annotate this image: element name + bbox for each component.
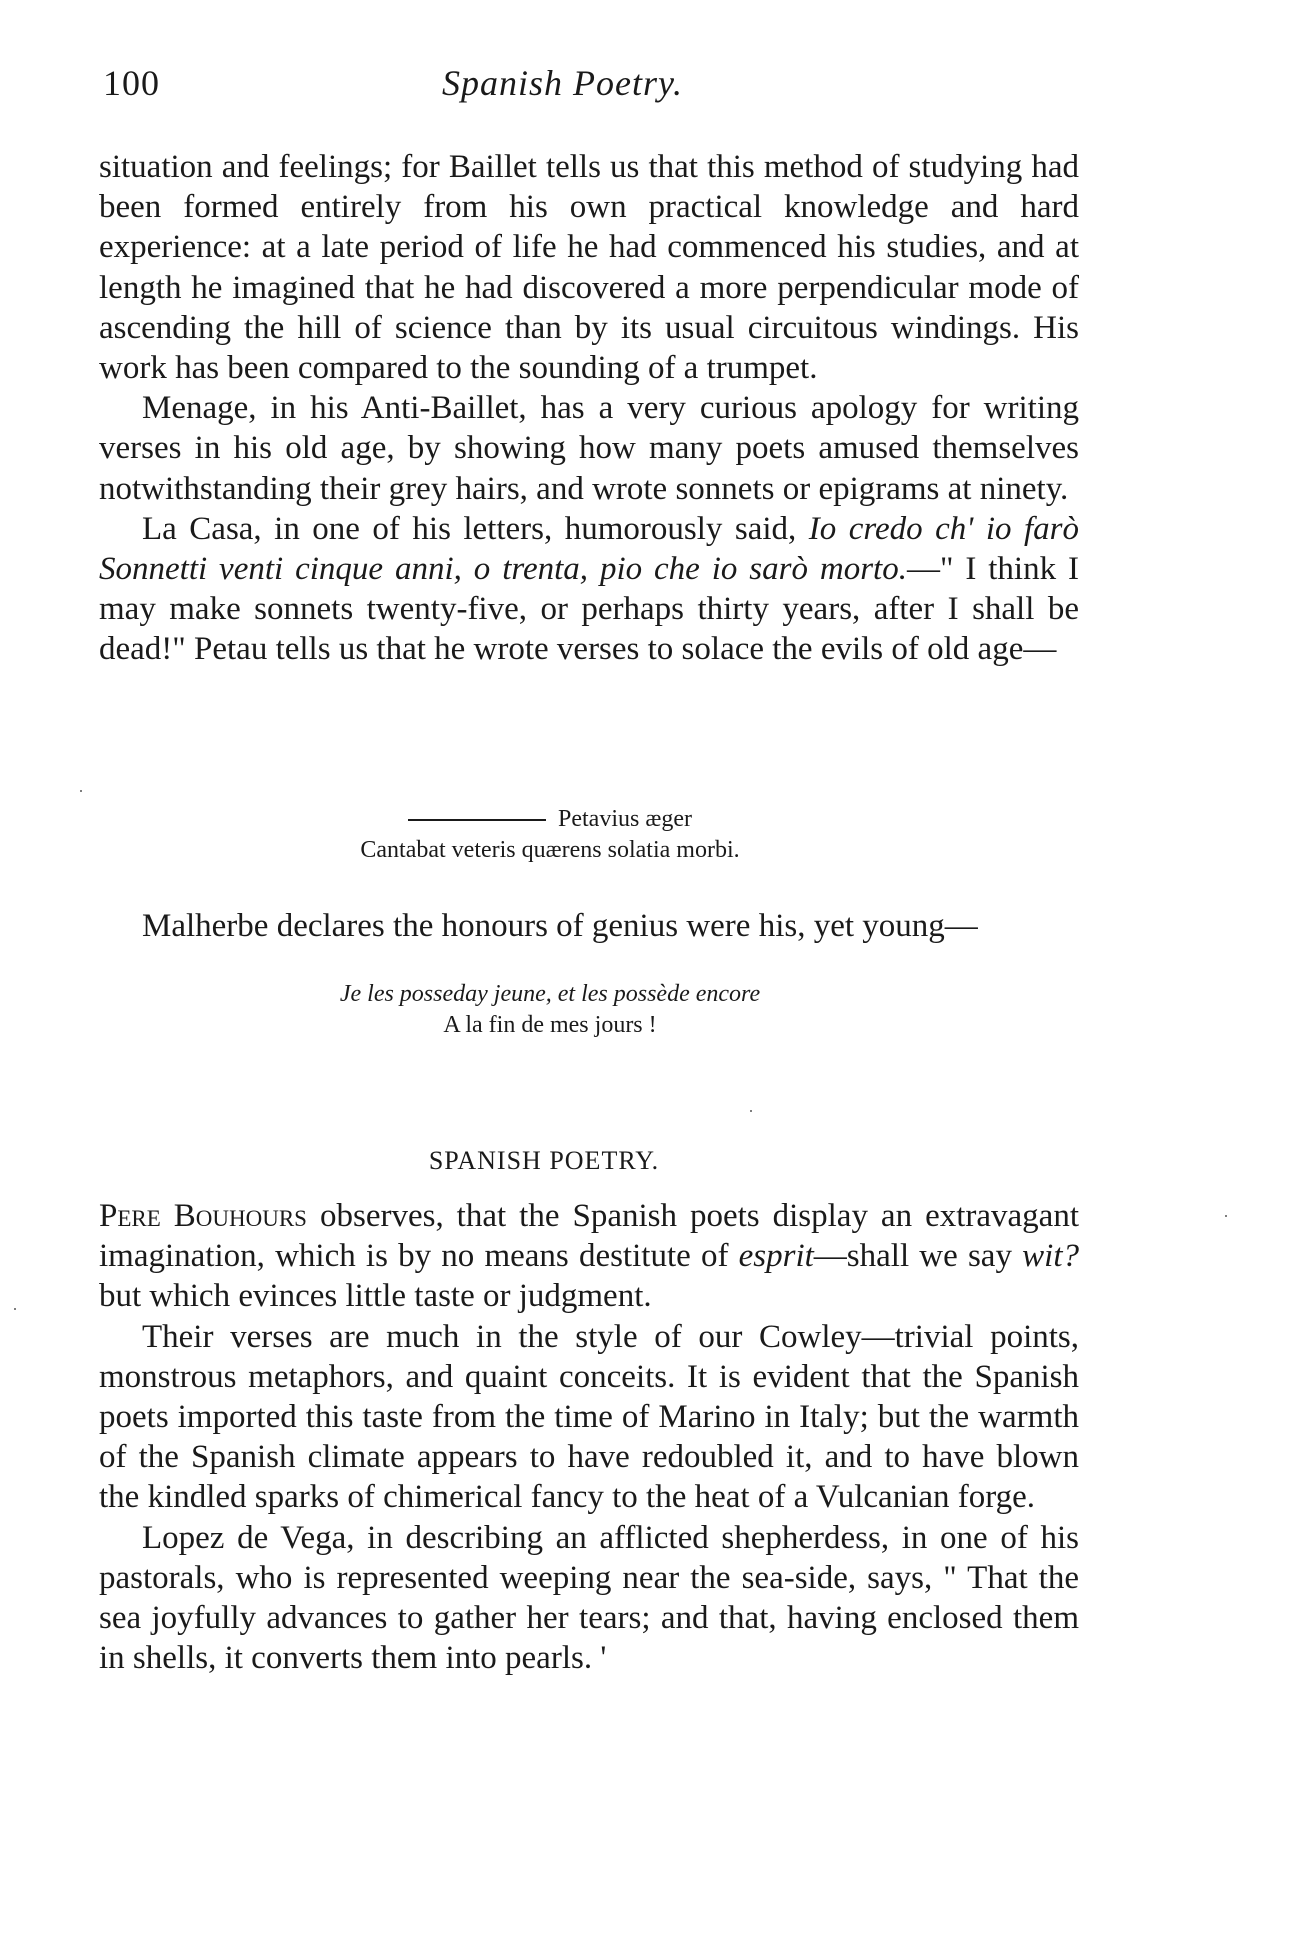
em-rule	[408, 819, 546, 821]
latin-quote-line-2: Cantabat veteris quærens solatia morbi.	[360, 837, 740, 863]
paragraph-bouhours: Pere Bouhours observes, that the Spanish poets display an extravagant imagination, which is by no means destitute of esprit—shall we say wit? but which evinces little taste or judgment.	[99, 1198, 1079, 1315]
french-quote	[0, 979, 1100, 1041]
section-heading: SPANISH POETRY.	[428, 1146, 660, 1175]
paper-speck	[1225, 1215, 1227, 1217]
paper-speck	[14, 1308, 16, 1310]
latin-quote-line-1: Petavius æger	[0, 804, 1100, 835]
esprit-word: esprit	[738, 1238, 814, 1275]
text-block-1	[99, 147, 1079, 670]
italian-quote: Io credo ch' io farò Sonnetti venti cinque anni, o trenta, pio che io sarò morto.	[99, 510, 1079, 588]
running-title: Spanish Poetry.	[442, 63, 683, 103]
paragraph-menage: Menage, in his Anti-Baillet, has a very curious apology for writing verses in his old age, by showing how many poets amused themselves notwithstanding their grey hairs, and wrote sonnets or epigrams at ninety.	[99, 390, 1079, 507]
paragraph-lopez-de-vega: Lopez de Vega, in describing an afflicted shepherdess, in one of his pastorals, who is represented weeping near the sea-side, says, " That the sea joyfully advances to gather her tears; and that, having enclosed them in shells, it converts them into pearls. '	[99, 1519, 1079, 1677]
paragraph-baillet: situation and feelings; for Baillet tells us that this method of studying had been formed entirely from his own practical knowledge and hard experience: at a late period of life he had commenced his studies, and at length he imagined that he had discovered a more perpendicular mode of ascending the hill of science than by its usual circuitous windings. His work has been compared to the sounding of a trumpet.	[99, 149, 1079, 387]
wit-word: wit?	[1022, 1238, 1079, 1275]
french-quote-line-1: Je les posseday jeune, et les possède encore	[339, 981, 761, 1007]
paragraph-malherbe: Malherbe declares the honours of genius were his, yet young—	[142, 908, 978, 944]
paragraph-la-casa	[99, 509, 1079, 670]
paper-speck	[750, 1110, 752, 1112]
page-number: 100	[103, 63, 160, 103]
text-block-3	[99, 1196, 1079, 1678]
la-casa-lead: La Casa, in one of his letters, humorously said,	[142, 510, 809, 547]
bouhours-name: Pere Bouhours	[99, 1198, 307, 1234]
paragraph-cowley: Their verses are much in the style of our Cowley—trivial points, monstrous metaphors, and quaint conceits. It is evident that the Spanish poets imported this taste from the time of Marino in Italy; but the warmth of the Spanish climate appears to have redoubled it, and to have blown the kindled sparks of chimerical fancy to the heat of a Vulcanian forge.	[99, 1318, 1079, 1516]
latin-quote	[0, 804, 1100, 866]
paper-speck	[80, 790, 82, 792]
la-casa-rest: —" I think I may make sonnets twenty-five, or perhaps thirty years, after I shall be dead!" Petau tells us that he wrote verses to solace the evils of old age—	[99, 551, 1079, 668]
french-quote-line-2: A la fin de mes jours !	[443, 1012, 657, 1038]
text-block-2	[99, 906, 1079, 946]
